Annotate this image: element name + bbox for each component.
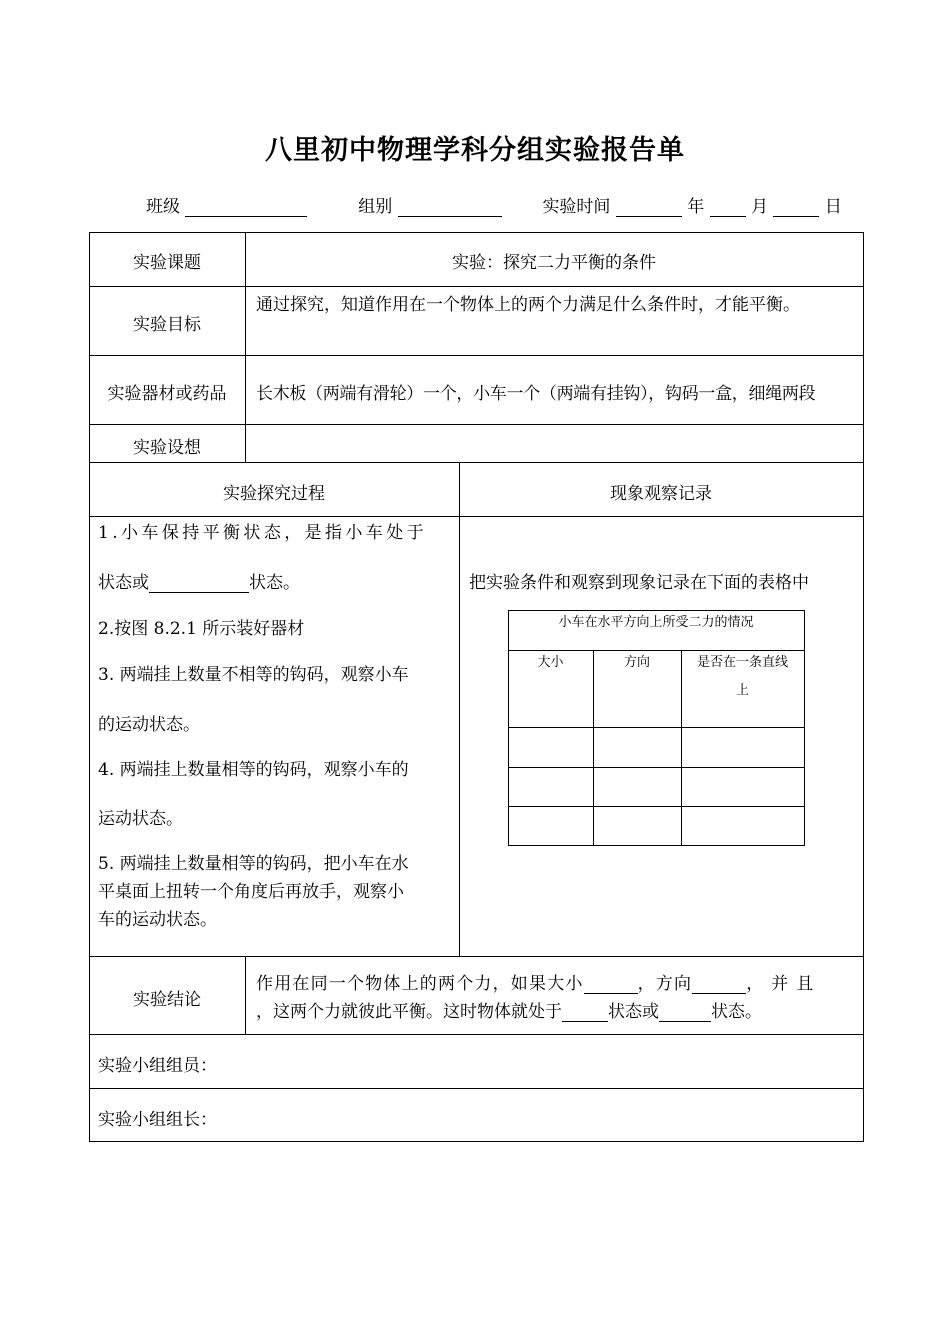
materials-label: 实验器材或药品 — [107, 384, 227, 404]
group-label: 组别 — [358, 197, 393, 217]
members-label: 实验小组组员： — [98, 1056, 217, 1076]
time-label: 实验时间 — [542, 197, 611, 217]
conclusion-line-1 — [256, 969, 821, 994]
conclusion-part2: ，方向 — [637, 974, 693, 994]
step4-line-b: 运动状态。 — [98, 809, 183, 829]
day-label: 日 — [824, 197, 842, 217]
leader-label: 实验小组组长： — [98, 1110, 217, 1130]
day-blank[interactable] — [773, 198, 819, 217]
step3-line-b: 的运动状态。 — [98, 715, 200, 735]
conclusion-blank-state1[interactable] — [562, 1004, 608, 1022]
goal-value: 通过探究，知道作用在一个物体上的两个力满足什么条件时，才能平衡。 — [256, 295, 800, 315]
month-label: 月 — [751, 197, 769, 217]
hypothesis-label: 实验设想 — [133, 438, 201, 458]
conclusion-part4: ，这两个力就彼此平衡。这时物体就处于 — [256, 1002, 562, 1022]
step2-line: 2.按图 8.2.1 所示装好器材 — [98, 619, 305, 639]
step5-line-c: 车的运动状态。 — [98, 910, 217, 930]
step1-line-a: 1.小车保持平衡状态，是指小车处于 — [98, 523, 428, 543]
step1-text-b: 状态或 — [98, 573, 149, 593]
subtable-col-line-b: 上 — [735, 683, 749, 698]
conclusion-blank-direction[interactable] — [692, 976, 746, 994]
step1-text-c: 状态。 — [249, 573, 300, 593]
step5-line-a: 5. 两端挂上数量相等的钩码，把小车在水 — [98, 854, 409, 874]
materials-value: 长木板（两端有滑轮）一个，小车一个（两端有挂钩），钩码一盒，细绳两段 — [256, 384, 816, 404]
record-intro: 把实验条件和观察到现象记录在下面的表格中 — [469, 573, 809, 593]
class-blank[interactable] — [185, 198, 307, 217]
subtable-col-size: 大小 — [537, 655, 564, 670]
month-blank[interactable] — [710, 198, 746, 217]
conclusion-part1: 作用在同一个物体上的两个力，如果大小 — [256, 974, 584, 994]
subtable-title: 小车在水平方向上所受二力的情况 — [558, 615, 754, 630]
record-header: 现象观察记录 — [610, 484, 712, 504]
class-label: 班级 — [146, 197, 180, 217]
subtable-col-direction: 方向 — [623, 655, 650, 670]
topic-value: 实验：探究二力平衡的条件 — [452, 253, 656, 273]
conclusion-part6: 状态。 — [711, 1002, 762, 1022]
group-blank[interactable] — [398, 198, 502, 217]
step5-line-b: 平桌面上扭转一个角度后再放手，观察小 — [98, 882, 404, 902]
conclusion-label: 实验结论 — [133, 990, 201, 1010]
step1-blank[interactable] — [149, 575, 249, 593]
process-header: 实验探究过程 — [223, 484, 325, 504]
page-title: 八里初中物理学科分组实验报告单 — [265, 135, 685, 166]
goal-label: 实验目标 — [133, 315, 201, 335]
year-blank[interactable] — [616, 198, 682, 217]
conclusion-blank-state2[interactable] — [659, 1004, 711, 1022]
conclusion-line-2 — [256, 997, 762, 1022]
year-label: 年 — [687, 197, 705, 217]
header-info-row — [146, 192, 842, 217]
step4-line-a: 4. 两端挂上数量相等的钩码，观察小车的 — [98, 760, 409, 780]
conclusion-part5: 状态或 — [608, 1002, 659, 1022]
topic-label: 实验课题 — [133, 253, 201, 273]
subtable-col-line-a: 是否在一条直线 — [696, 655, 788, 670]
step3-line-a: 3. 两端挂上数量不相等的钩码，观察小车 — [98, 665, 409, 685]
step1-line-b — [98, 568, 300, 593]
conclusion-part3: ，并且 — [746, 974, 822, 994]
conclusion-blank-size[interactable] — [584, 976, 638, 994]
